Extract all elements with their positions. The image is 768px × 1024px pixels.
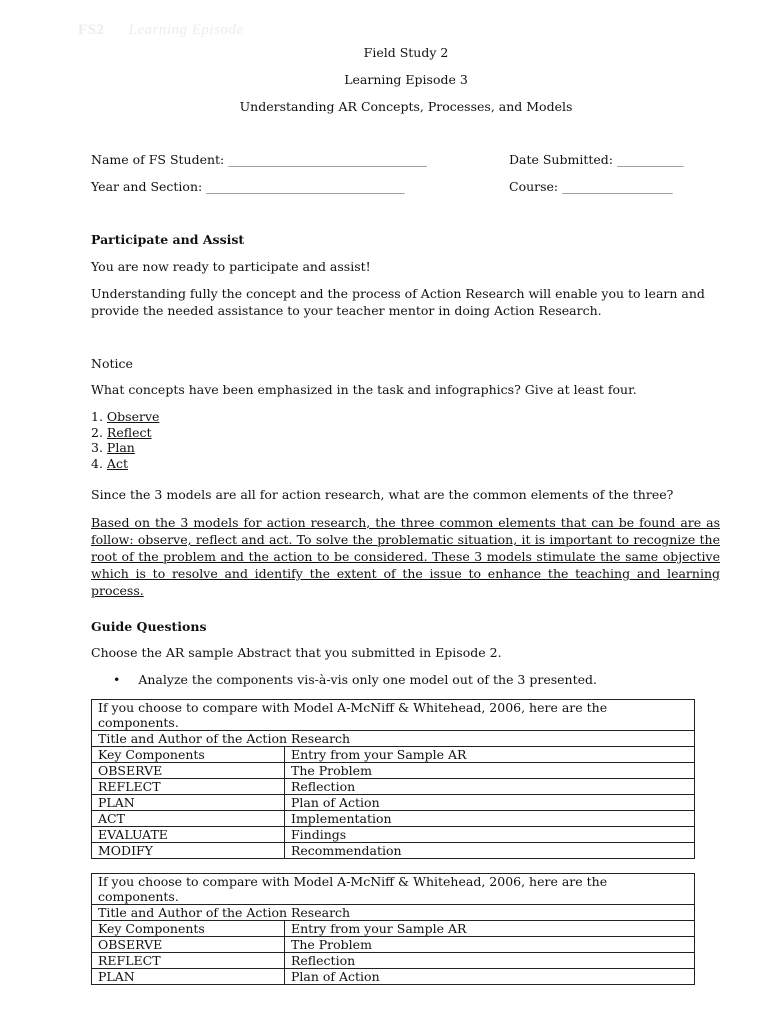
col-header: Entry from your Sample AR <box>285 921 695 937</box>
table-row: OBSERVE The Problem <box>92 937 695 953</box>
notice-answer2: Based on the 3 models for action research, the three common elements that can be found are as follow: observe, reflect and act. To solve the problematic situation, it is important to recognize the root of the problem and the action to be considered. These 3 models stimulate the same objective which is to resolve and identify the extent of the issue to enhance the teaching and learning process. <box>91 515 720 598</box>
year-label: Year and Section: <box>91 179 203 194</box>
watermark <box>78 22 244 39</box>
list-item: 4. Act <box>91 456 128 472</box>
col-header: Key Components <box>92 747 285 763</box>
table-row <box>92 905 695 921</box>
table-header: If you choose to compare with Model A-McNiff & Whitehead, 2006, here are the components. <box>92 700 695 731</box>
course-field <box>509 179 672 194</box>
date-label: Date Submitted: <box>509 152 613 167</box>
watermark-text: Learning Episode <box>128 22 244 38</box>
year-field <box>91 179 404 194</box>
table-row: PLAN Plan of Action <box>92 969 695 985</box>
name-label: Name of FS Student: <box>91 152 225 167</box>
table-header: If you choose to compare with Model A-McNiff & Whitehead, 2006, here are the components. <box>92 874 695 905</box>
table-row: OBSERVE The Problem <box>92 763 695 779</box>
components-table-1 <box>91 699 695 859</box>
table-row: MODIFY Recommendation <box>92 843 695 859</box>
list-item: 3. Plan <box>91 440 135 456</box>
concept-list <box>91 409 159 472</box>
table-title-row: Title and Author of the Action Research <box>92 905 695 921</box>
table-row: PLAN Plan of Action <box>92 795 695 811</box>
notice-question: What concepts have been emphasized in the task and infographics? Give at least four. <box>91 382 637 397</box>
table-row <box>92 921 695 937</box>
guide-bullet-text: Analyze the components vis-à-vis only one model out of the 3 presented. <box>138 672 597 687</box>
col-header: Key Components <box>92 921 285 937</box>
bullet-icon: • <box>113 672 121 687</box>
participate-line1: You are now ready to participate and assist! <box>91 259 371 274</box>
doc-episode: Learning Episode 3 <box>344 72 468 87</box>
guide-instruction: Choose the AR sample Abstract that you submitted in Episode 2. <box>91 645 502 660</box>
name-field <box>91 152 426 167</box>
table-row <box>92 731 695 747</box>
table-row: REFLECT Reflection <box>92 953 695 969</box>
table-title-row: Title and Author of the Action Research <box>92 731 695 747</box>
watermark-code: FS2 <box>78 22 105 38</box>
date-field <box>509 152 683 167</box>
list-item: 2. Reflect <box>91 424 152 440</box>
doc-subtitle: Understanding AR Concepts, Processes, and Models <box>239 99 573 114</box>
course-line: _________________________ <box>562 183 673 194</box>
list-item: 1. Observe <box>91 409 160 424</box>
guide-bullet <box>113 672 597 687</box>
notice-heading: Notice <box>91 356 133 371</box>
table-row: EVALUATE Findings <box>92 827 695 843</box>
participate-line2: Understanding fully the concept and the process of Action Research will enable you to learn and provide the needed assistance to your teacher mentor in doing Action Research. <box>91 286 705 318</box>
components-table-2 <box>91 873 695 985</box>
year-line: _____________________________________________ <box>206 183 405 194</box>
table-row: REFLECT Reflection <box>92 779 695 795</box>
table-row <box>92 747 695 763</box>
table-row <box>92 700 695 731</box>
notice-question2: Since the 3 models are all for action research, what are the common elements of the three? <box>91 487 674 502</box>
date-line: _______________ <box>616 156 683 167</box>
doc-title: Field Study 2 <box>363 45 449 60</box>
col-header: Entry from your Sample AR <box>285 747 695 763</box>
table-row <box>92 874 695 905</box>
participate-heading: Participate and Assist <box>91 232 245 247</box>
course-label: Course: <box>509 179 559 194</box>
table-row: ACT Implementation <box>92 811 695 827</box>
name-line: _____________________________________________ <box>228 156 427 167</box>
guide-heading: Guide Questions <box>91 619 207 634</box>
